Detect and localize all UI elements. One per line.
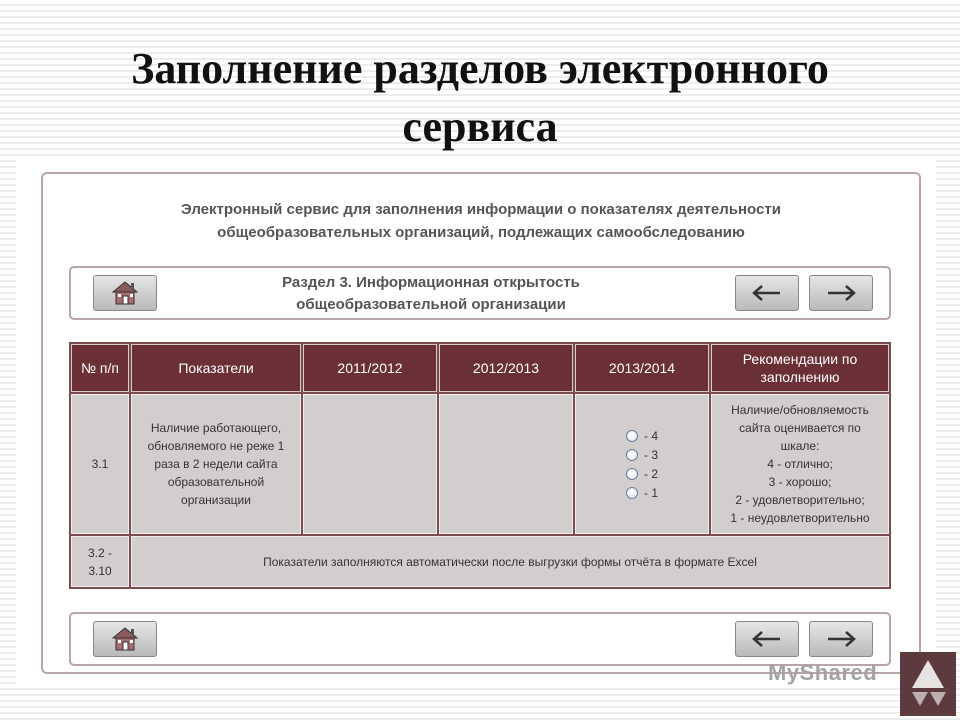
indicators-table	[69, 342, 891, 589]
home-button[interactable]	[93, 275, 157, 311]
recommendation-line: 4 - отлично;	[767, 457, 833, 471]
rating-option-label: - 3	[643, 447, 658, 462]
slide-title-line2: сервиса	[402, 102, 558, 151]
rating-radio-group	[626, 427, 658, 502]
row1-recommendation	[711, 394, 889, 534]
service-frame	[41, 172, 921, 674]
service-title-line2: общеобразовательных организаций, подлежащих самообследованию	[217, 224, 745, 241]
service-screenshot	[16, 160, 936, 685]
row1-num: 3.1	[71, 394, 129, 534]
row1-2013-2014-cell	[575, 394, 709, 534]
recommendation-line: 2 - удовлетворительно;	[735, 493, 865, 507]
rating-option-4[interactable]	[626, 427, 658, 445]
recommendation-line: сайта оценивается по	[739, 421, 861, 435]
rating-option-label: - 1	[643, 485, 658, 500]
recommendation-line: Наличие/обновляемость	[731, 403, 869, 417]
arrow-left-icon	[750, 629, 784, 649]
prev-button[interactable]	[735, 621, 799, 657]
radio-button[interactable]	[626, 430, 638, 442]
next-button[interactable]	[809, 621, 873, 657]
radio-button[interactable]	[626, 487, 638, 499]
header-indicators: Показатели	[131, 344, 301, 392]
section-title-line2: общеобразовательной организации	[296, 296, 566, 313]
header-2013-2014: 2013/2014	[575, 344, 709, 392]
section-title-line1: Раздел 3. Информационная открытость	[282, 274, 580, 291]
section-nav-top	[69, 266, 891, 320]
home-button[interactable]	[93, 621, 157, 657]
section-nav-bottom	[69, 612, 891, 666]
row1-indicator: Наличие работающего, обновляемого не реже 1 раза в 2 недели сайта образовательной организации	[131, 394, 301, 534]
service-title-line1: Электронный сервис для заполнения информации о показателях деятельности	[181, 201, 781, 218]
header-num: № п/п	[71, 344, 129, 392]
radio-button[interactable]	[626, 468, 638, 480]
row2-num: 3.2 - 3.10	[71, 536, 129, 587]
recommendation-line: шкале:	[780, 439, 820, 453]
header-2012-2013: 2012/2013	[439, 344, 573, 392]
logo-icon	[900, 652, 956, 716]
row1-2011-2012-cell[interactable]	[303, 394, 437, 534]
watermark-logo	[900, 652, 956, 716]
row2-note: Показатели заполняются автоматически после выгрузки формы отчёта в формате Excel	[131, 536, 889, 587]
slide-title	[0, 40, 960, 156]
header-2011-2012: 2011/2012	[303, 344, 437, 392]
home-icon	[108, 625, 142, 653]
arrow-right-icon	[824, 283, 858, 303]
arrow-right-icon	[824, 629, 858, 649]
home-icon	[108, 279, 142, 307]
rating-option-2[interactable]	[626, 465, 658, 483]
slide-title-line1: Заполнение разделов электронного	[131, 44, 829, 93]
prev-button[interactable]	[735, 275, 799, 311]
service-title	[43, 198, 919, 244]
radio-button[interactable]	[626, 449, 638, 461]
arrow-left-icon	[750, 283, 784, 303]
rating-option-3[interactable]	[626, 446, 658, 464]
header-recommendations: Рекомендации по заполнению	[711, 344, 889, 392]
rating-option-1[interactable]	[626, 484, 658, 502]
recommendation-line: 1 - неудовлетворительно	[730, 511, 870, 525]
next-button[interactable]	[809, 275, 873, 311]
watermark-text: MyShared	[768, 660, 878, 685]
recommendation-line: 3 - хорошо;	[768, 475, 832, 489]
section-title	[221, 272, 641, 316]
rating-option-label: - 4	[643, 428, 658, 443]
row1-2012-2013-cell[interactable]	[439, 394, 573, 534]
rating-option-label: - 2	[643, 466, 658, 481]
